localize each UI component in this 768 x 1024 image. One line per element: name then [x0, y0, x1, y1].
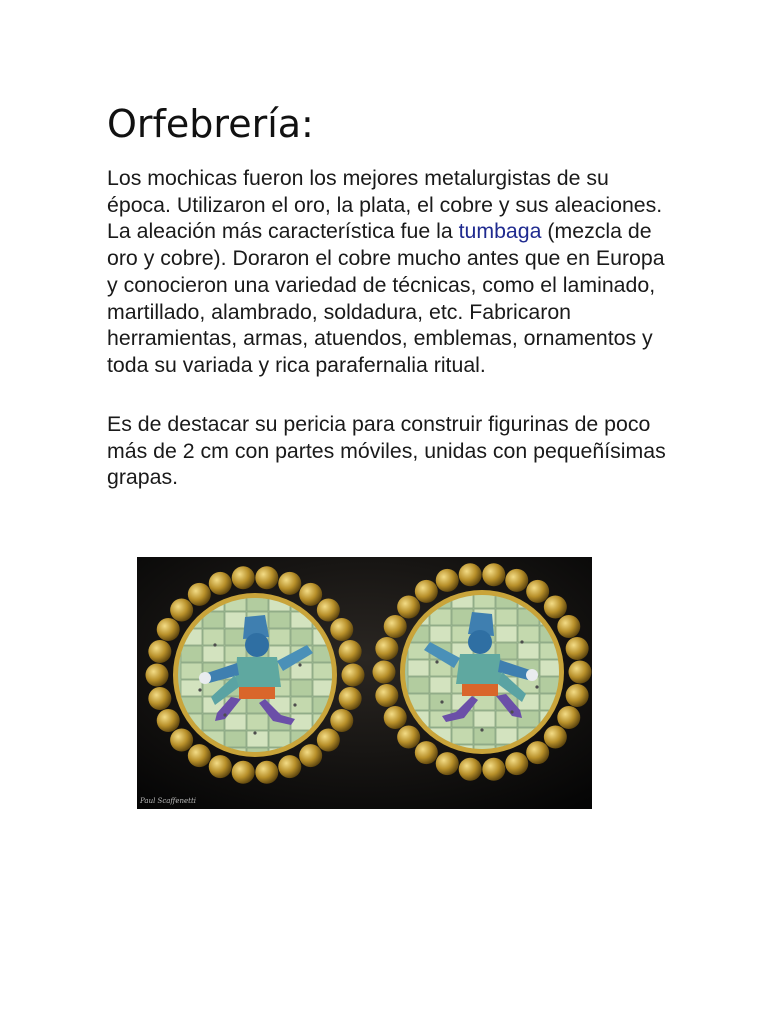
gold-bead — [482, 758, 505, 781]
gold-bead — [415, 741, 438, 764]
mosaic-tile — [430, 677, 451, 693]
paragraph-metallurgy — [107, 165, 667, 379]
gold-bead — [157, 709, 180, 732]
mosaic-dot — [520, 640, 523, 643]
gold-bead — [188, 744, 211, 767]
mosaic-dot — [223, 713, 226, 716]
paragraph-figurines: Es de destacar su pericia para construir figurinas de poco más de 2 cm con partes móviles, unidas con pequeñísimas grapas. — [107, 412, 666, 490]
page-title: Orfebrería: — [107, 102, 314, 146]
gold-bead — [436, 569, 459, 592]
mosaic-tile — [518, 643, 539, 659]
mosaic-tile — [496, 626, 517, 642]
mosaic-dot — [198, 688, 201, 691]
warrior-head — [245, 633, 269, 657]
gold-bead — [317, 728, 340, 751]
mosaic-tile — [181, 663, 202, 679]
mosaic-tile — [452, 728, 473, 744]
gold-bead — [299, 583, 322, 606]
gold-bead — [384, 706, 407, 729]
gold-bead — [146, 664, 169, 687]
gold-bead — [170, 728, 193, 751]
mosaic-tile — [181, 646, 202, 662]
mosaic-tile — [225, 714, 246, 730]
gold-bead — [526, 580, 549, 603]
gold-bead — [278, 572, 301, 595]
gold-bead — [255, 566, 278, 589]
mosaic-tile — [269, 731, 290, 747]
gold-bead — [232, 761, 255, 784]
gold-bead — [544, 725, 567, 748]
mosaic-tile — [225, 629, 246, 645]
gold-bead — [557, 615, 580, 638]
mosaic-tile — [269, 629, 290, 645]
gold-bead — [566, 637, 589, 660]
mosaic-tile — [408, 677, 429, 693]
gold-bead — [255, 761, 278, 784]
gold-bead — [375, 637, 398, 660]
gold-bead — [148, 640, 171, 663]
mosaic-dot — [535, 685, 538, 688]
gold-bead — [339, 640, 362, 663]
mosaic-dot — [435, 660, 438, 663]
mosaic-dot — [510, 710, 513, 713]
gold-bead — [188, 583, 211, 606]
mosaic-tile — [474, 694, 495, 710]
gold-bead — [209, 755, 232, 778]
gold-bead — [330, 709, 353, 732]
ear-ornaments-illustration — [137, 557, 592, 809]
gold-bead — [384, 615, 407, 638]
mosaic-tile — [203, 629, 224, 645]
warrior-torso — [456, 654, 502, 684]
mosaic-tile — [452, 609, 473, 625]
mosaic-dot — [440, 700, 443, 703]
gold-bead — [459, 758, 482, 781]
gold-bead — [436, 752, 459, 775]
warrior-head — [468, 630, 492, 654]
mosaic-tile — [291, 629, 312, 645]
mosaic-dot — [213, 643, 216, 646]
mosaic-dot — [298, 663, 301, 666]
mosaic-tile — [518, 711, 539, 727]
gold-bead — [278, 755, 301, 778]
mosaic-tile — [225, 612, 246, 628]
mosaic-tile — [291, 680, 312, 696]
mosaic-tile — [474, 728, 495, 744]
mosaic-dot — [253, 731, 256, 734]
mosaic-tile — [474, 711, 495, 727]
gold-bead — [544, 596, 567, 619]
gold-bead — [526, 741, 549, 764]
mosaic-tile — [518, 626, 539, 642]
gold-bead — [299, 744, 322, 767]
gold-bead — [397, 725, 420, 748]
gold-bead — [459, 563, 482, 586]
mosaic-tile — [247, 731, 268, 747]
warrior-belt — [462, 684, 498, 696]
mosaic-dot — [293, 703, 296, 706]
mosaic-tile — [291, 714, 312, 730]
gold-bead — [232, 566, 255, 589]
gold-bead — [566, 684, 589, 707]
gold-bead — [342, 664, 365, 687]
paragraph-text-end: (mezcla de oro y cobre). Doraron el cobre mucho antes que en Europa y conocieron una variedad de técnicas, como el laminado, martillado, alambrado, soldadura, etc. Fabricaron herramientas, armas, atuendos, emblemas, ornamentos y toda su variada y rica parafernalia ritual. — [107, 219, 665, 377]
gold-bead — [375, 684, 398, 707]
gold-bead — [148, 687, 171, 710]
mosaic-tile — [269, 612, 290, 628]
gold-bead — [569, 661, 592, 684]
mosaic-tile — [496, 728, 517, 744]
gold-bead — [505, 569, 528, 592]
mosaic-tile — [247, 714, 268, 730]
gold-bead — [415, 580, 438, 603]
mosaic-tile — [496, 609, 517, 625]
mosaic-tile — [540, 660, 561, 676]
gold-bead — [330, 618, 353, 641]
gold-bead — [373, 661, 396, 684]
gold-bead — [157, 618, 180, 641]
warrior-hand — [199, 672, 211, 684]
mosaic-tile — [225, 731, 246, 747]
gold-bead — [557, 706, 580, 729]
mosaic-tile — [430, 626, 451, 642]
paragraph-text-start: Los mochicas fueron los mejores metalurgistas de su época. Utilizaron el oro, la plata, el cobre y sus aleaciones. La aleación más característica fue la — [107, 166, 663, 244]
photo-signature: Paul Scaffenetti — [140, 797, 197, 805]
gold-bead — [209, 572, 232, 595]
gold-bead — [339, 687, 362, 710]
ear-ornaments-photo — [137, 557, 592, 809]
mosaic-tile — [408, 660, 429, 676]
warrior-hand — [526, 669, 538, 681]
gold-bead — [317, 599, 340, 622]
mosaic-dot — [480, 728, 483, 731]
mosaic-tile — [181, 680, 202, 696]
mosaic-tile — [313, 663, 334, 679]
tumbaga-link[interactable]: tumbaga — [458, 219, 542, 244]
warrior-torso — [235, 657, 281, 687]
gold-bead — [170, 599, 193, 622]
gold-bead — [505, 752, 528, 775]
warrior-belt — [239, 687, 275, 699]
gold-bead — [397, 596, 420, 619]
gold-bead — [482, 563, 505, 586]
mosaic-tile — [203, 646, 224, 662]
